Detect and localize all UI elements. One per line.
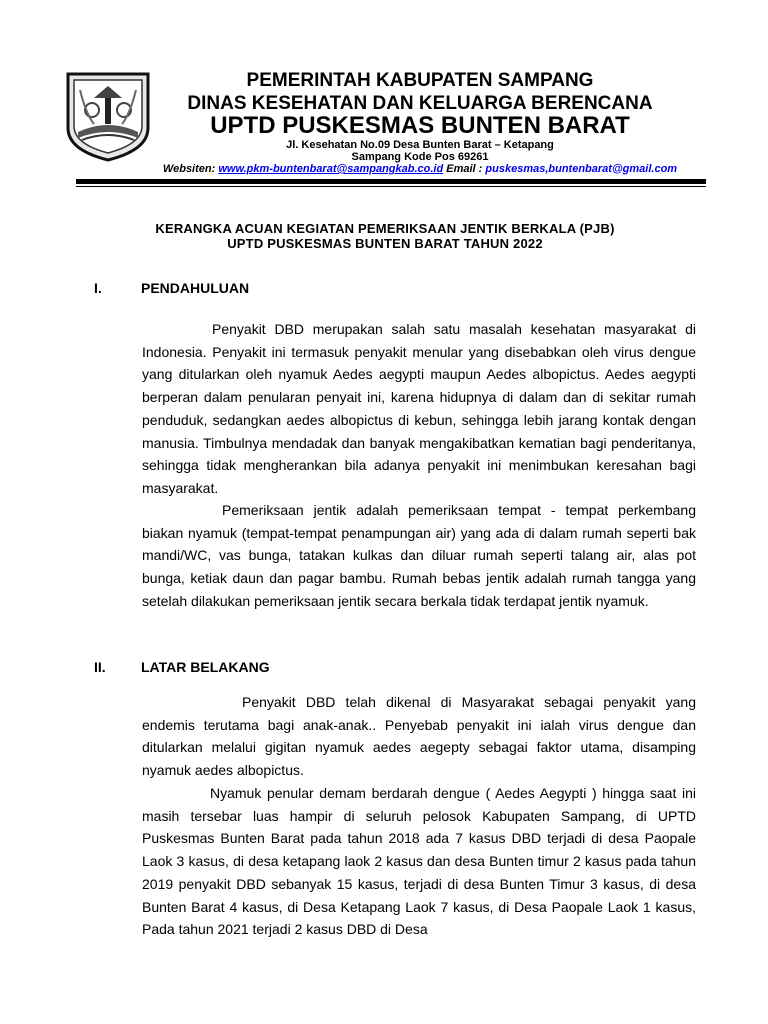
header-address: Jl. Kesehatan No.09 Desa Bunten Barat – Ketapang (286, 139, 554, 151)
section-number: I. (94, 280, 102, 296)
header-government: PEMERINTAH KABUPATEN SAMPANG (246, 70, 594, 91)
header-divider-thin (76, 186, 706, 187)
section-heading: PENDAHULUAN (141, 280, 250, 296)
section-heading: LATAR BELAKANG (141, 659, 270, 675)
kabupaten-sampang-logo (64, 70, 152, 162)
header-postal: Sampang Kode Pos 69261 (351, 151, 489, 163)
email-label: Email : (446, 163, 483, 175)
paragraph: Penyakit DBD merupakan salah satu masalah kesehatan masyarakat di Indonesia. Penyakit ini termasuk penyakit menular yang disebabkan oleh virus dengue yang ditularkan oleh nyamuk Aedes aegypti maupun Aedes albopictus. Aedes aegypti berperan dalam penularan penyait ini, karena hidupnya di dalam dan di sekitar rumah penduduk, sedangkan aedes albopictus di kebun, sehingga lebih jarang kontak dengan manusia. Timbulnya mendadak dan banyak mengakibatkan kematian bagi penderitanya, sehingga tidak mengherankan bila adanya penyakit ini menimbukan keresahan bagi masyarakat. (142, 321, 696, 496)
header-divider-thick (76, 179, 706, 184)
website-link[interactable]: www.pkm-buntenbarat@sampangkab.co.id (218, 163, 444, 175)
header-institution: UPTD PUSKESMAS BUNTEN BARAT (210, 112, 630, 139)
paragraph: Penyakit DBD telah dikenal di Masyarakat sebagai penyakit yang endemis terutama bagi anak-anak.. Penyebab penyakit ini ialah virus dengue dan ditularkan melalui gigitan nyamuk aedes aegepty sebagai faktor utama, disamping nyamuk aedes albopictus. (142, 694, 696, 779)
email-link[interactable]: puskesmas,buntenbarat@gmail.com (485, 163, 678, 175)
document-subtitle: UPTD PUSKESMAS BUNTEN BARAT TAHUN 2022 (227, 236, 543, 251)
header-department: DINAS KESEHATAN DAN KELUARGA BERENCANA (187, 93, 653, 114)
section-number: II. (94, 659, 106, 675)
header-contact (100, 163, 740, 175)
document-title: KERANGKA ACUAN KEGIATAN PEMERIKSAAN JENTIK BERKALA (PJB) (155, 221, 615, 236)
website-label: Websiten: (162, 163, 216, 175)
paragraph: Nyamuk penular demam berdarah dengue ( Aedes Aegypti ) hingga saat ini masih tersebar luas hampir di seluruh pelosok Kabupaten Sampang, di UPTD Puskesmas Bunten Barat pada tahun 2018 ada 7 kasus DBD terjadi di desa Paopale Laok 3 kasus, di desa ketapang laok 2 kasus dan desa Bunten timur 2 kasus pada tahun 2019 penyakit DBD sebanyak 15 kasus, terjadi di desa Bunten Timur 3 kasus, di desa Bunten Barat 4 kasus, di Desa Ketapang Laok 7 kasus, di Desa Paopale Laok 1 kasus, Pada tahun 2021 terjadi 2 kasus DBD di Desa (142, 785, 696, 938)
paragraph: Pemeriksaan jentik adalah pemeriksaan tempat - tempat perkembang biakan nyamuk (tempat-tempat penampungan air) yang ada di dalam rumah seperti bak mandi/WC, vas bunga, tatakan kulkas dan diluar rumah seperti talang air, alas pot bunga, ketiak daun dan pagar bambu. Rumah bebas jentik adalah rumah tangga yang setelah dilakukan pemeriksaan jentik secara berkala tidak terdapat jentik nyamuk. (142, 502, 696, 609)
